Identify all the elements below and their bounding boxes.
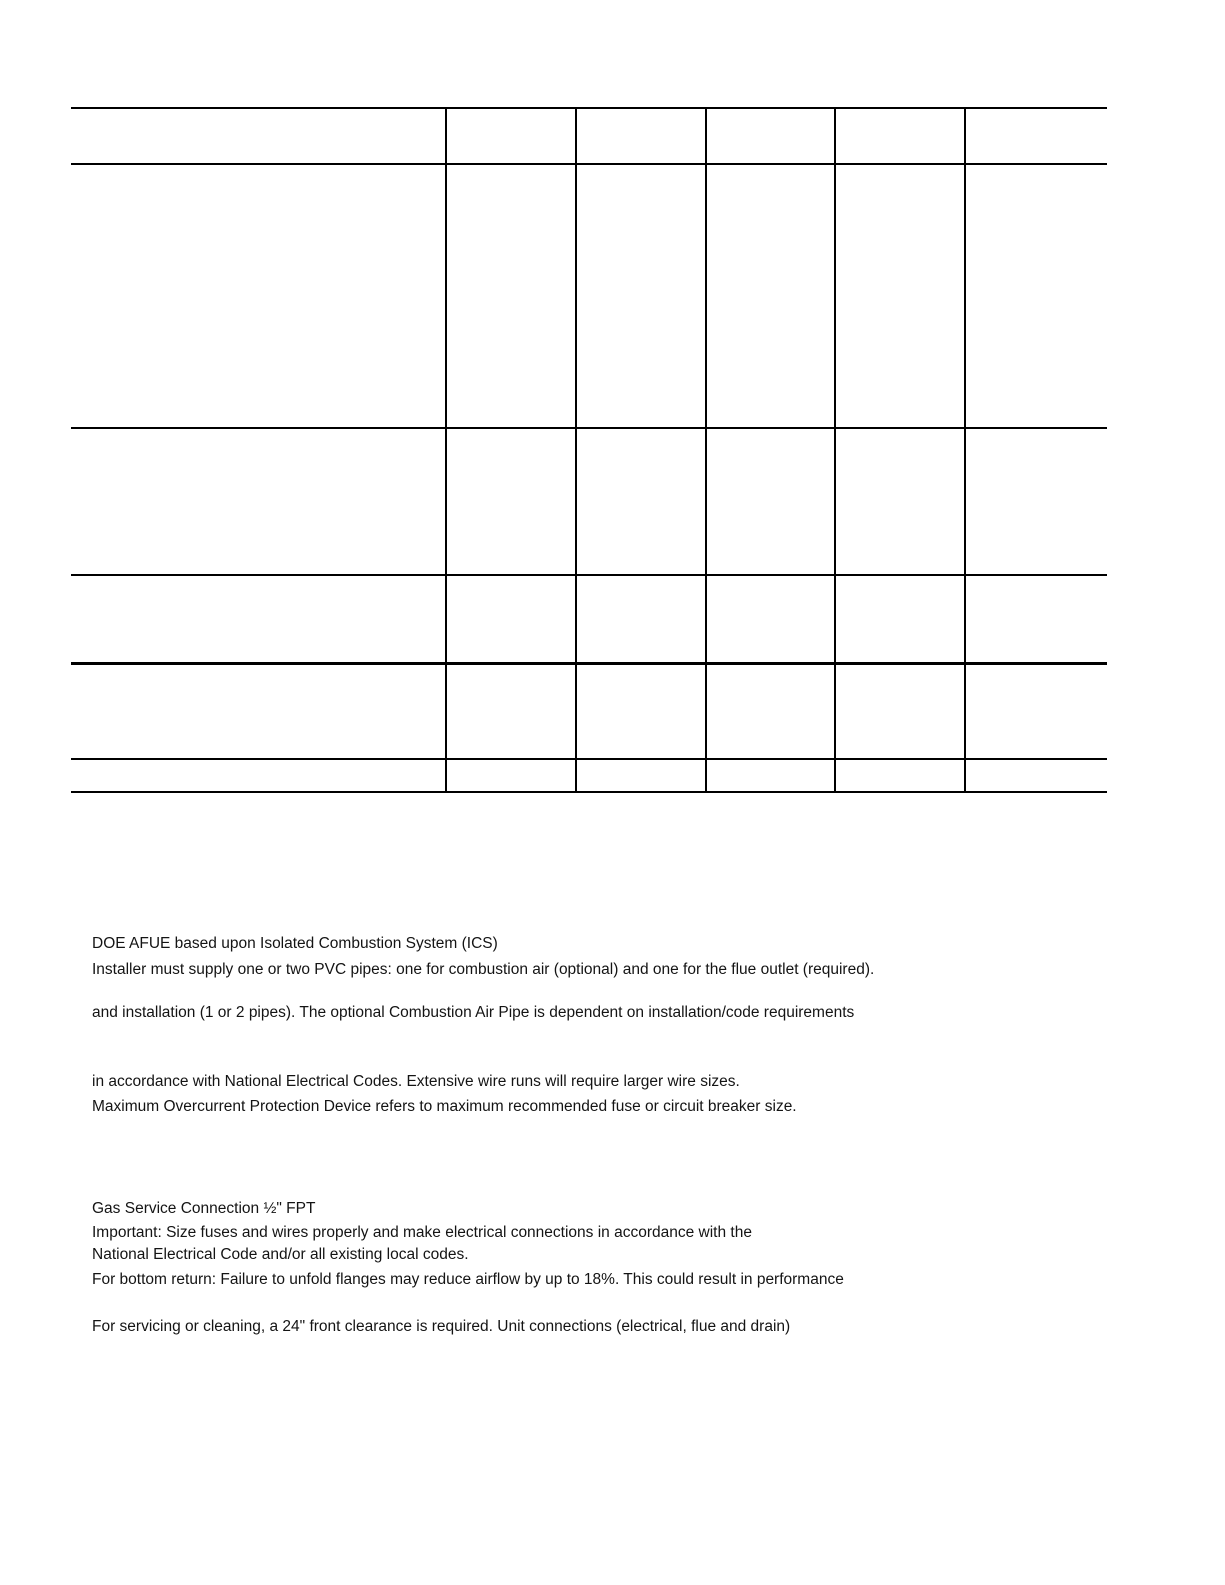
footnote-pvc-pipes: Installer must supply one or two PVC pipes: one for combustion air (optional) and one for the flue outlet (required). bbox=[92, 961, 875, 978]
footnote-overcurrent: Maximum Overcurrent Protection Device refers to maximum recommended fuse or circuit breaker size. bbox=[92, 1098, 797, 1115]
table-column-divider-3 bbox=[705, 107, 707, 793]
footnote-electrical-codes: in accordance with National Electrical Codes. Extensive wire runs will require larger wire sizes. bbox=[92, 1073, 740, 1090]
table-rule-row-4 bbox=[71, 758, 1107, 760]
table-rule-row-3 bbox=[71, 662, 1107, 665]
table-rule-row-1 bbox=[71, 427, 1107, 429]
table-rule-bottom bbox=[71, 791, 1107, 793]
table-column-divider-4 bbox=[834, 107, 836, 793]
table-column-divider-5 bbox=[964, 107, 966, 793]
footnote-local-codes: National Electrical Code and/or all existing local codes. bbox=[92, 1246, 469, 1263]
table-rule-header-bottom bbox=[71, 163, 1107, 165]
footnote-fuses-wires: Important: Size fuses and wires properly and make electrical connections in accordance with the bbox=[92, 1224, 752, 1241]
footnote-bottom-return: For bottom return: Failure to unfold flanges may reduce airflow by up to 18%. This could result in performance bbox=[92, 1271, 844, 1288]
footnote-gas-connection: Gas Service Connection ½" FPT bbox=[92, 1200, 316, 1217]
table-column-divider-2 bbox=[575, 107, 577, 793]
footnote-front-clearance: For servicing or cleaning, a 24" front clearance is required. Unit connections (electrical, flue and drain) bbox=[92, 1318, 791, 1335]
footnote-pipe-installation: and installation (1 or 2 pipes). The optional Combustion Air Pipe is dependent on installation/code requirements bbox=[92, 1004, 855, 1021]
table-rule-top bbox=[71, 107, 1107, 109]
table-rule-row-2 bbox=[71, 574, 1107, 576]
table-column-divider-1 bbox=[445, 107, 447, 793]
footnote-afue: DOE AFUE based upon Isolated Combustion System (ICS) bbox=[92, 935, 498, 952]
